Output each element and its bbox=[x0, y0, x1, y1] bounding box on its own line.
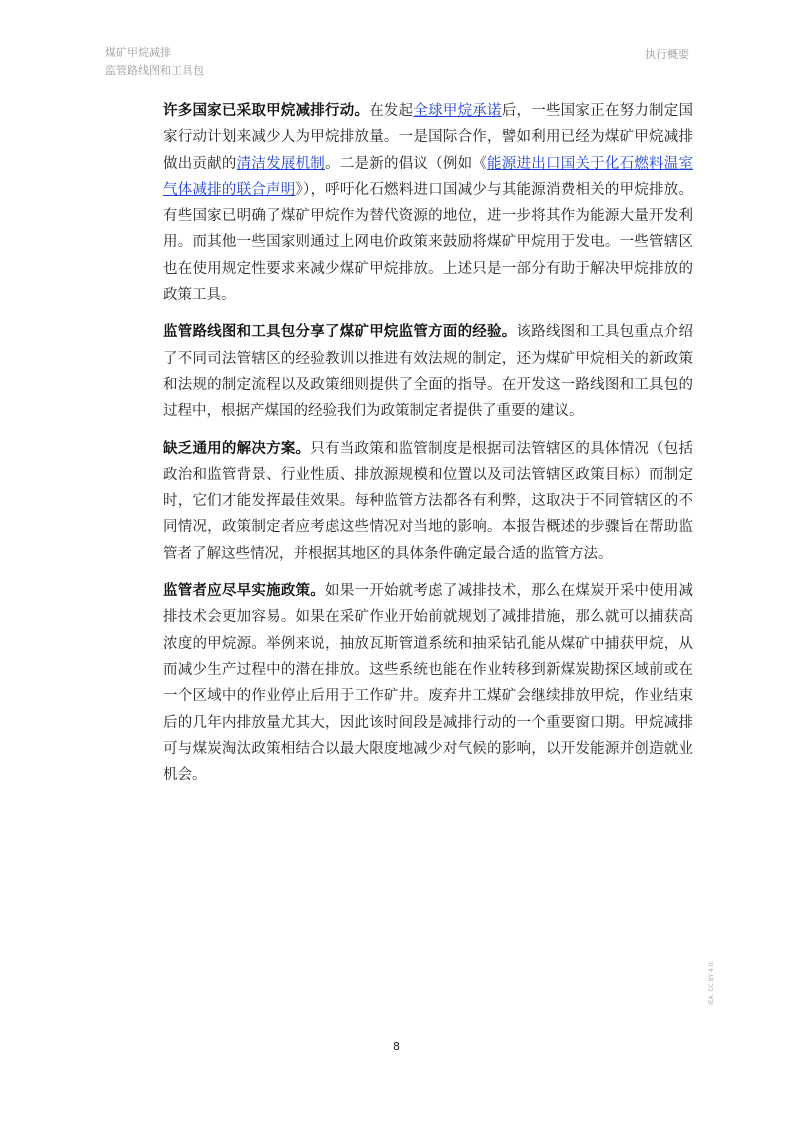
page-number: 8 bbox=[393, 1040, 400, 1053]
paragraph-1-text-a: 在发起 bbox=[369, 103, 414, 119]
paragraph-2-heading: 监管路线图和工具包分享了煤矿甲烷监管方面的经验。 bbox=[163, 323, 517, 341]
paragraph-4-text: 如果一开始就考虑了减排技术，那么在煤炭开采中使用减排技术会更加容易。如果在采矿作业开始前就规划了减排措施，那么就可以捕获高浓度的甲烷源。举例来说，抽放瓦斯管道系统和抽采钻孔能从煤矿中捕获甲烷，从而减少生产过程中的潜在排放。这些系统也能在作业转移到新煤炭勘探区域前或在一个区域中的作业停止后用于工作矿井。废弃井工煤矿会继续排放甲烷，作业结束后的几年内排放量尤其大，因此该时间段是减排行动的一个重要窗口期。甲烷减排可与煤炭淘汰政策相结合以最大限度地减少对气候的影响，以开发能源并创造就业机会。 bbox=[163, 583, 693, 784]
header-section-label: 执行概要 bbox=[645, 48, 689, 61]
paragraph-4-heading: 监管者应尽早实施政策。 bbox=[163, 582, 326, 600]
paragraph-1-text-c: 。二是新的倡议（例如《 bbox=[325, 155, 488, 172]
paragraph-3 bbox=[163, 436, 693, 567]
running-header bbox=[105, 44, 204, 80]
paragraph-3-text: 只有当政策和监管制度是根据司法管辖区的具体情况（包括政治和监管背景、行业性质、排放源规模和位置以及司法管辖区政策目标）而制定时，它们才能发挥最佳效果。每种监管方法都各有利弊，这取决于不同管辖区的不同情况，政策制定者应考虑这些情况对当地的影响。本报告概述的步骤旨在帮助监管者了解这些情况，并根据其地区的具体条件确定最合适的监管方法。 bbox=[163, 440, 694, 562]
paragraph-1-text-d: 》），呼吁化石燃料进口国减少与其能源消费相关的甲烷排放。有些国家已明确了煤矿甲烷作为替代资源的地位，进一步将其作为能源大量开发利用。而其他一些国家则通过上网电价政策来鼓励将煤矿甲烷用于发电。一些管辖区也在使用规定性要求来减少煤矿甲烷排放。上述只是一部分有助于解决甲烷排放的政策工具。 bbox=[163, 181, 693, 304]
body-text bbox=[163, 98, 693, 799]
clean-development-mechanism-link[interactable]: 清洁发展机制 bbox=[236, 155, 326, 172]
header-title-line1: 煤矿甲烷减排 bbox=[105, 46, 171, 59]
license-credit: IEA. CC BY 4.0. bbox=[708, 960, 715, 1005]
joint-statement-link[interactable]: 能源进出口国关于化石燃料温室气体减排的联合声明 bbox=[163, 155, 694, 198]
global-methane-pledge-link[interactable]: 全球甲烷承诺 bbox=[413, 103, 502, 119]
paragraph-3-heading: 缺乏通用的解决方案。 bbox=[163, 439, 311, 457]
paragraph-1-heading: 许多国家已采取甲烷减排行动。 bbox=[163, 102, 370, 119]
paragraph-4 bbox=[163, 578, 693, 788]
paragraph-1-text-b: 后，一些国家正在努力制定国家行动计划来减少人为甲烷排放量。一是国际合作，譬如利用已经为煤矿甲烷减排做出贡献的 bbox=[163, 103, 694, 172]
paragraph-1 bbox=[163, 98, 693, 308]
header-title-line2: 监管路线图和工具包 bbox=[105, 64, 204, 77]
paragraph-2 bbox=[163, 319, 693, 424]
paragraph-2-text: 该路线图和工具包重点介绍了不同司法管辖区的经验教训以推进有效法规的制定，还为煤矿甲烷相关的新政策和法规的制定流程以及政策细则提供了全面的指导。在开发这一路线图和工具包的过程中，根据产煤国的经验我们为政策制定者提供了重要的建议。 bbox=[163, 324, 693, 420]
